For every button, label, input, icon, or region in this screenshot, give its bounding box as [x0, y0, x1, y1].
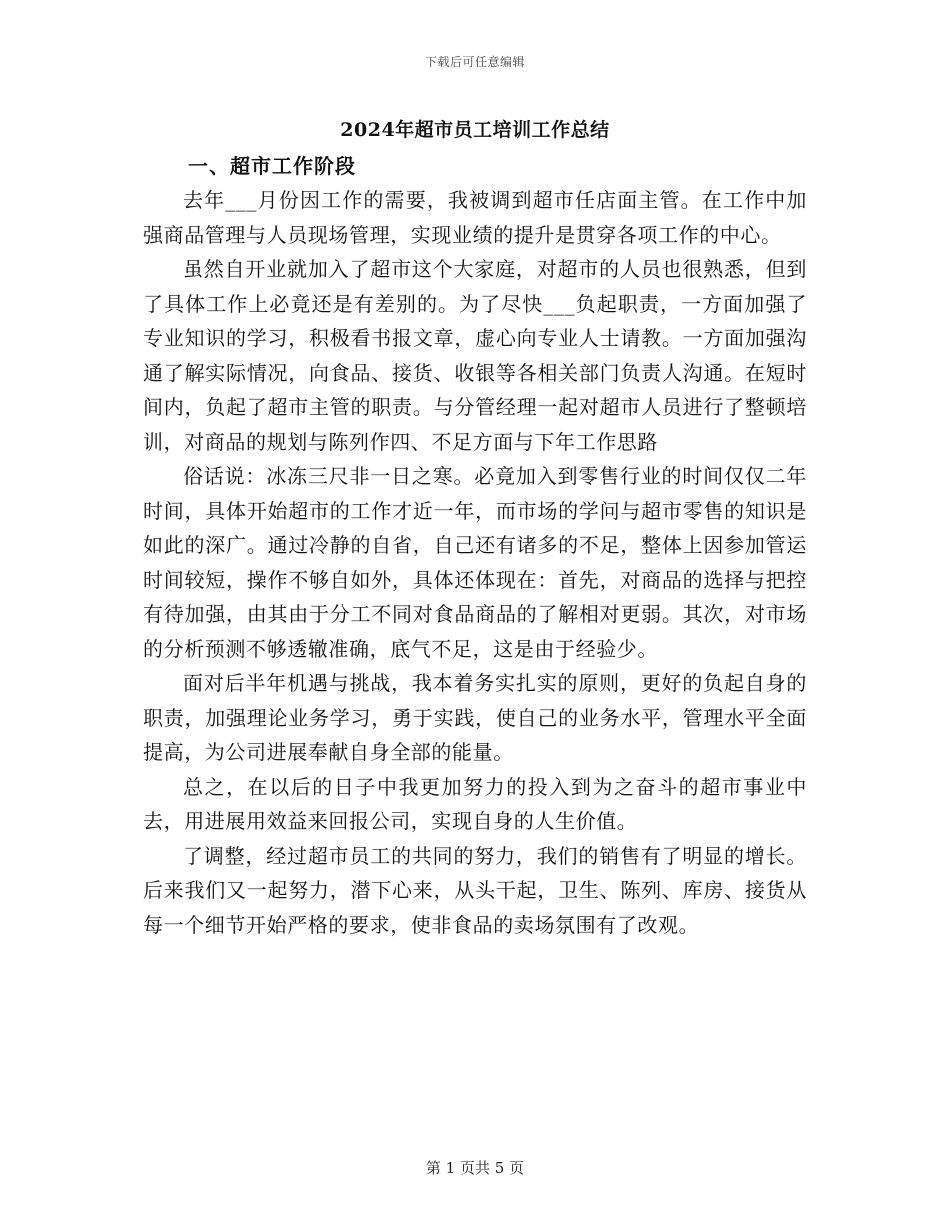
paragraph-6: 了调整，经过超市员工的共同的努力，我们的销售有了明显的增长。后来我们又一起努力，潜下心来，从头干起，卫生、陈列、库房、接货从每一个细节开始严格的要求，使非食品的卖场氛围有了改观。 — [143, 843, 807, 937]
header-note: 下载后可任意编辑 — [424, 55, 525, 69]
body-text — [143, 183, 807, 942]
page-footer: 第 1 页共 5 页 — [425, 1159, 525, 1177]
paragraph-1: 去年___月份因工作的需要，我被调到超市任店面主管。在工作中加强商品管理与人员现场管理，实现业绩的提升是贯穿各项工作的中心。 — [143, 188, 807, 247]
paragraph-2: 虽然自开业就加入了超市这个大家庭，对超市的人员也很熟悉，但到了具体工作上必竟还是有差别的。为了尽快___负起职责，一方面加强了专业知识的学习，积极看书报文章，虚心向专业人士请教。一方面加强沟通了解实际情况，向食品、接货、收银等各相关部门负责人沟通。在短时间内，负起了超市主管的职责。与分管经理一起对超市人员进行了整顿培训，对商品的规划与陈列作四、不足方面与下年工作思路 — [143, 257, 807, 454]
paragraph-3: 俗话说：冰冻三尺非一日之寒。必竟加入到零售行业的时间仅仅二年时间，具体开始超市的工作才近一年，而市场的学问与超市零售的知识是如此的深广。通过冷静的自省，自己还有诸多的不足，整体上因参加管运时间较短，操作不够自如外，具体还体现在：首先，对商品的选择与把控有待加强，由其由于分工不同对食品商品的了解相对更弱。其次，对市场的分析预测不够透辙准确，底气不足，这是由于经验少。 — [143, 464, 807, 661]
paragraph-4: 面对后半年机遇与挑战，我本着务实扎实的原则，更好的负起自身的职责，加强理论业务学习，勇于实践，使自己的业务水平，管理水平全面提高，为公司进展奉献自身全部的能量。 — [143, 671, 807, 764]
paragraph-5: 总之，在以后的日子中我更加努力的投入到为之奋斗的超市事业中去，用进展用效益来回报公司，实现自身的人生价值。 — [143, 774, 807, 833]
document-title: 2024年超市员工培训工作总结 — [340, 119, 610, 141]
section-heading: 一、超市工作阶段 — [188, 154, 356, 178]
